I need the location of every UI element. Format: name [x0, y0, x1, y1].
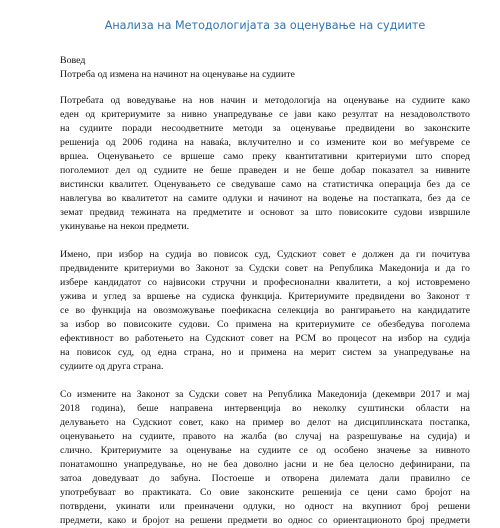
text-line: затоа доведуваат до забуна. Постоеше и отворена дилемата дали правилно се	[60, 473, 470, 484]
text-line: решенија од 2006 година на наваќа, вклучително и со измените кои во меѓувреме се	[60, 137, 470, 148]
text-line: слично. Критериумите за оценување на судиите се од особено значење за нивното	[60, 445, 470, 456]
text-line: ефективност во работењето на Судскиот совет на РСМ во процесот на избор на судија	[60, 333, 470, 344]
text-line: употребуваат во практиката. Со овие законските решенија се цени само бројот на	[60, 487, 470, 498]
text-line: Со измените на Законот за Судски совет на Република Македонија (декември 2017 и мај	[60, 389, 470, 400]
document-body	[60, 54, 470, 528]
text-line: на повисок суд, од една страна, но и примена на мерит систем за унапредување на	[60, 347, 470, 358]
text-line: предвидените критериуми во Законот за Судски совет на Република Македонија и да го	[60, 263, 470, 274]
paragraph-3	[60, 388, 470, 528]
text-line: укинување на некои предмети.	[60, 221, 190, 232]
section-subheading: Потреба од измена на начинот на оценување на судиите	[60, 69, 295, 80]
text-line: навлегува во квалитетот на самите одлуки и начинот на водење на постапката, без да се	[60, 193, 470, 204]
paragraph-1	[60, 94, 470, 234]
text-line: поголемиот дел од судиите не беше праведен и не беше добар показател за нивните	[60, 165, 470, 176]
text-line: се во функција на овозможување поефикасна селекција во рангирањето на кандидатите	[60, 305, 470, 316]
text-line: избере кандидатот со највисоки стручни и професионални квалитети, а кој истовремено	[60, 277, 470, 288]
text-line: ужива и углед за вршење на судиска функција. Критериумите предвидени во Законот т	[60, 291, 470, 302]
text-line: на судиите поради несоодветните методи за оценување предвидени во законските	[60, 123, 470, 134]
paragraph-2	[60, 248, 470, 374]
text-line: за избор во повисоките судови. Со примена на критериумите се обезбедува поголема	[60, 319, 470, 330]
document-title: Анализа на Методологијата за оценување на судиите	[104, 19, 426, 32]
text-line: 2018 година), беше направена интервенција во неколку суштински области на	[60, 403, 470, 414]
text-line: потврдени, укинати или преиначени одлуки, но одност на вкупниот број решени	[60, 501, 470, 512]
text-line: понатамошно унапредување, но не беа доволно јасни и не беа целосно дефинирани, па	[60, 459, 470, 470]
text-line: вистински квалитет. Оценувањето се сведуваше само на статистичка операција без да се	[60, 179, 470, 190]
text-line: Имено, при избор на судија во повисок суд, Судскиот совет е должен да ги почитува	[60, 249, 470, 260]
section-heading: Вовед	[60, 55, 86, 66]
text-line: судиите од друга страна.	[60, 361, 164, 372]
text-line: еден од критериумите за нивно унапредување се јави како резултат на незадоволството	[60, 109, 470, 120]
text-line: предмети, како и бројот на решени предмети во однос со ориентационото број предмети	[60, 515, 470, 526]
text-line: вршеа. Оценувањето се вршеше само преку квантитативни критериуми што според	[60, 151, 470, 162]
text-line: оценувањето на судиите, правото на жалба (во случај на разрешување на судија) и	[60, 431, 470, 442]
text-line: земат предвид тежината на предметите и основот за што повисоките судови извршиле	[60, 207, 470, 218]
text-line: Потребата од воведување на нов начин и методологија на оценување на судиите како	[60, 95, 470, 106]
text-line: делувањето на Судскиот совет, како на пример во делот на дисциплинската постапка,	[60, 417, 470, 428]
